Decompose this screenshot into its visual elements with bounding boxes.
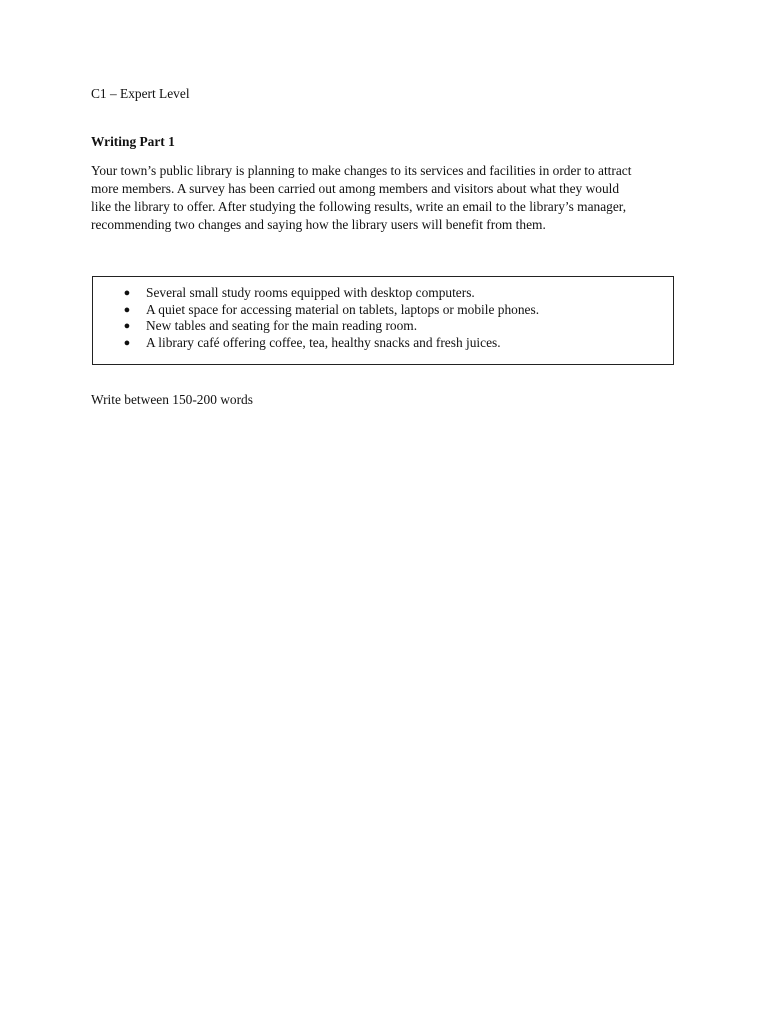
bullet-icon: ● <box>123 320 131 332</box>
survey-results-list <box>93 285 673 351</box>
bullet-icon: ● <box>123 336 131 349</box>
list-item-text: New tables and seating for the main reading room. <box>146 318 418 333</box>
prompt-line: like the library to offer. After studying the following results, write an email to the library’s manager, <box>91 199 627 214</box>
list-item-text: A quiet space for accessing material on tablets, laptops or mobile phones. <box>146 301 540 317</box>
bullet-icon: ● <box>123 287 131 299</box>
level-label: C1 – Expert Level <box>91 86 190 101</box>
prompt-line: more members. A survey has been carried out among members and visitors about what they would <box>91 181 620 196</box>
prompt-line: recommending two changes and saying how the library users will benefit from them. <box>91 217 546 232</box>
list-item <box>93 335 673 352</box>
word-count-instruction: Write between 150-200 words <box>91 392 253 407</box>
list-item-text: Several small study rooms equipped with desktop computers. <box>146 285 475 300</box>
list-item-text: A library café offering coffee, tea, healthy snacks and fresh juices. <box>146 334 501 350</box>
survey-results-box <box>92 276 674 365</box>
list-item <box>93 302 673 319</box>
list-item <box>93 318 673 335</box>
list-item <box>93 285 673 302</box>
bullet-icon: ● <box>123 303 131 316</box>
section-heading: Writing Part 1 <box>91 134 175 149</box>
prompt-line: Your town’s public library is planning to make changes to its services and facilities in order to attract <box>91 163 632 178</box>
task-prompt <box>91 162 691 234</box>
